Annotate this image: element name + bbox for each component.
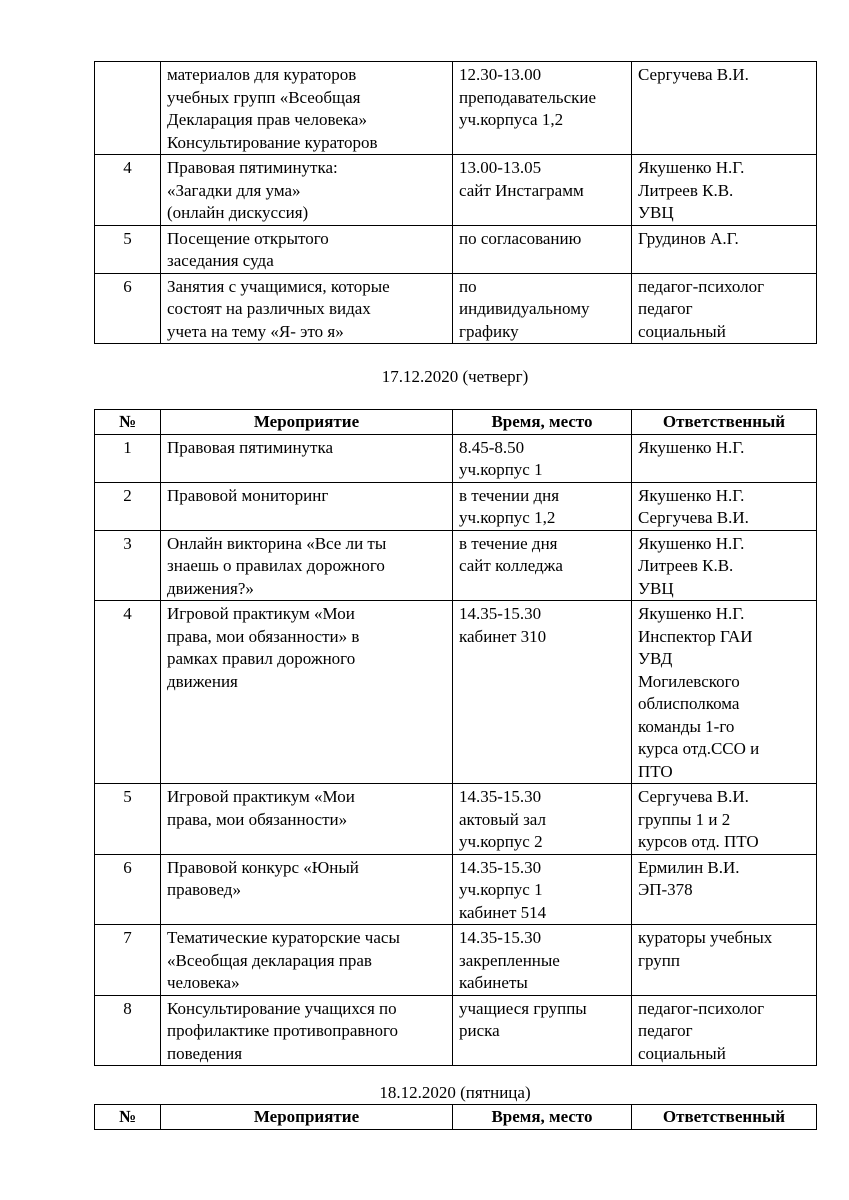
responsible-cell [632, 601, 817, 784]
row-number: 1 [95, 434, 161, 482]
time-place-line: кабинеты [459, 973, 528, 992]
event-cell [161, 434, 453, 482]
event-line: Декларация прав человека» [167, 110, 367, 129]
event-cell [161, 530, 453, 601]
event-cell [161, 995, 453, 1066]
responsible-line: Литреев К.В. [638, 180, 734, 200]
date-heading-thursday: 17.12.2020 (четверг) [381, 367, 529, 386]
responsible-line: групп [638, 950, 680, 970]
table-header-row [95, 410, 817, 435]
responsible-line: УВД [638, 649, 673, 668]
responsible-line: Сергучева В.И. [638, 508, 749, 527]
header-responsible: Ответственный [632, 1105, 817, 1130]
header-event: Мероприятие [161, 1105, 453, 1130]
time-place-line: в течение дня [459, 533, 558, 553]
responsible-line: Инспектор ГАИ [638, 626, 753, 646]
event-line: движения [167, 671, 238, 691]
time-place-line: 8.45-8.50 [459, 437, 525, 457]
event-line: Правовая пятиминутка: [167, 158, 338, 177]
responsible-cell [632, 482, 817, 530]
time-place-line: 12.30-13.00 [459, 65, 542, 84]
table-row [95, 482, 817, 530]
responsible-cell [632, 273, 817, 344]
responsible-cell [632, 530, 817, 601]
header-num: № [95, 1105, 161, 1130]
responsible-line: Якушенко Н.Г. [638, 485, 745, 505]
event-line: поведения [167, 1043, 243, 1063]
row-number [95, 62, 161, 155]
time-place-line: актовый зал [459, 809, 546, 829]
event-cell [161, 784, 453, 855]
row-number: 2 [95, 482, 161, 530]
responsible-line: облисполкома [638, 694, 740, 713]
event-line: права, мои обязанности» в [167, 626, 360, 646]
time-place-cell [453, 784, 632, 855]
responsible-line: педагог-психолог [638, 276, 765, 296]
event-line: права, мои обязанности» [167, 809, 348, 829]
responsible-cell [632, 784, 817, 855]
event-line: заседания суда [167, 251, 274, 270]
table-row [95, 601, 817, 784]
table-row [95, 995, 817, 1066]
schedule-table-thursday [94, 409, 817, 1066]
time-place-cell [453, 225, 632, 273]
time-place-cell [453, 434, 632, 482]
time-place-line: преподавательские [459, 87, 597, 107]
event-cell [161, 854, 453, 925]
event-line: Консультирование учащихся по [167, 998, 397, 1018]
header-num: № [95, 410, 161, 435]
time-place-line: 14.35-15.30 [459, 604, 542, 623]
responsible-line: педагог [638, 299, 693, 318]
time-place-line: 14.35-15.30 [459, 787, 542, 806]
row-number: 4 [95, 155, 161, 226]
event-line: человека» [167, 973, 240, 992]
time-place-cell [453, 155, 632, 226]
event-line: Правовой конкурс «Юный [167, 857, 359, 877]
row-number: 4 [95, 601, 161, 784]
responsible-line: Ермилин В.И. [638, 857, 740, 877]
schedule-table-continued [94, 61, 817, 344]
time-place-cell [453, 482, 632, 530]
table-row [95, 273, 817, 344]
time-place-line: в течении дня [459, 485, 560, 505]
time-place-line: учащиеся группы [459, 998, 587, 1018]
event-line: «Загадки для ума» [167, 180, 301, 200]
event-line: правовед» [167, 880, 241, 899]
header-event: Мероприятие [161, 410, 453, 435]
date-heading-friday: 18.12.2020 (пятница) [379, 1083, 531, 1102]
event-line: Игровой практикум «Мои [167, 604, 355, 623]
responsible-cell [632, 995, 817, 1066]
event-line: рамках правил дорожного [167, 649, 356, 668]
time-place-line: индивидуальному [459, 299, 590, 318]
header-responsible: Ответственный [632, 410, 817, 435]
time-place-line: сайт Инстаграмм [459, 180, 584, 200]
header-time-place: Время, место [453, 1105, 632, 1130]
time-place-cell [453, 62, 632, 155]
event-cell [161, 155, 453, 226]
event-cell [161, 225, 453, 273]
responsible-line: ПТО [638, 761, 673, 781]
responsible-line: УВЦ [638, 578, 674, 598]
time-place-line: кабинет 310 [459, 626, 547, 646]
responsible-line: Литреев К.В. [638, 556, 734, 575]
responsible-line: Грудинов А.Г. [638, 228, 739, 248]
row-number: 6 [95, 273, 161, 344]
time-place-line: графику [459, 321, 519, 341]
event-cell [161, 925, 453, 996]
time-place-line: уч.корпус 1 [459, 460, 543, 479]
event-line: материалов для кураторов [167, 65, 357, 84]
responsible-line: кураторы учебных [638, 928, 773, 947]
time-place-line: по [459, 276, 477, 296]
responsible-line: педагог [638, 1021, 693, 1040]
responsible-line: Могилевского [638, 671, 740, 691]
row-number: 3 [95, 530, 161, 601]
responsible-cell [632, 925, 817, 996]
time-place-line: уч.корпуса 1,2 [459, 110, 564, 129]
event-line: Тематические кураторские часы [167, 928, 400, 947]
time-place-line: по согласованию [459, 228, 582, 248]
event-line: «Всеобщая декларация прав [167, 950, 372, 970]
event-line: Занятия с учащимися, которые [167, 276, 390, 296]
time-place-line: сайт колледжа [459, 556, 563, 575]
responsible-line: ЭП-378 [638, 880, 693, 899]
event-line: Посещение открытого [167, 228, 329, 248]
time-place-cell [453, 530, 632, 601]
event-line: Правовой мониторинг [167, 485, 329, 505]
responsible-cell [632, 62, 817, 155]
table-row [95, 62, 817, 155]
event-line: (онлайн дискуссия) [167, 203, 309, 222]
responsible-line: команды 1-го [638, 716, 735, 736]
responsible-line: социальный [638, 1043, 726, 1063]
row-number: 7 [95, 925, 161, 996]
row-number: 8 [95, 995, 161, 1066]
time-place-cell [453, 854, 632, 925]
event-line: движения?» [167, 578, 254, 598]
event-cell [161, 601, 453, 784]
time-place-line: уч.корпус 1,2 [459, 508, 556, 527]
event-line: знаешь о правилах дорожного [167, 556, 385, 575]
time-place-line: 14.35-15.30 [459, 857, 542, 877]
table-row [95, 925, 817, 996]
event-line: Консультирование кураторов [167, 132, 378, 152]
table-row [95, 530, 817, 601]
responsible-cell [632, 854, 817, 925]
responsible-line: курсов отд. ПТО [638, 832, 759, 851]
event-line: состоят на различных видах [167, 299, 371, 318]
table-row [95, 854, 817, 925]
responsible-cell [632, 434, 817, 482]
responsible-line: социальный [638, 321, 726, 341]
table-row [95, 784, 817, 855]
event-line: Игровой практикум «Мои [167, 787, 355, 806]
time-place-line: уч.корпус 1 [459, 880, 543, 899]
responsible-line: курса отд.ССО и [638, 739, 760, 758]
responsible-line: Якушенко Н.Г. [638, 437, 745, 457]
time-place-cell [453, 601, 632, 784]
event-cell [161, 273, 453, 344]
event-line: учета на тему «Я- это я» [167, 321, 344, 341]
time-place-line: уч.корпус 2 [459, 832, 543, 851]
time-place-line: закрепленные [459, 950, 560, 970]
time-place-cell [453, 995, 632, 1066]
event-line: учебных групп «Всеобщая [167, 87, 361, 107]
table-row [95, 155, 817, 226]
event-cell [161, 62, 453, 155]
event-line: профилактике противоправного [167, 1021, 399, 1040]
responsible-line: УВЦ [638, 203, 674, 222]
event-cell [161, 482, 453, 530]
event-line: Правовая пятиминутка [167, 437, 334, 457]
table-row [95, 225, 817, 273]
schedule-table-friday [94, 1104, 817, 1130]
time-place-cell [453, 273, 632, 344]
responsible-line: Якушенко Н.Г. [638, 533, 745, 553]
time-place-line: риска [459, 1021, 500, 1040]
responsible-line: Якушенко Н.Г. [638, 158, 745, 177]
responsible-line: Якушенко Н.Г. [638, 604, 745, 623]
row-number: 5 [95, 225, 161, 273]
table-row [95, 434, 817, 482]
table-header-row [95, 1105, 817, 1130]
responsible-line: группы 1 и 2 [638, 809, 731, 829]
row-number: 5 [95, 784, 161, 855]
header-time-place: Время, место [453, 410, 632, 435]
time-place-cell [453, 925, 632, 996]
time-place-line: 13.00-13.05 [459, 158, 542, 177]
responsible-line: Сергучева В.И. [638, 65, 749, 84]
responsible-cell [632, 155, 817, 226]
event-line: Онлайн викторина «Все ли ты [167, 533, 387, 553]
row-number: 6 [95, 854, 161, 925]
responsible-line: Сергучева В.И. [638, 787, 749, 806]
time-place-line: 14.35-15.30 [459, 928, 542, 947]
time-place-line: кабинет 514 [459, 902, 547, 922]
responsible-line: педагог-психолог [638, 998, 765, 1018]
responsible-cell [632, 225, 817, 273]
